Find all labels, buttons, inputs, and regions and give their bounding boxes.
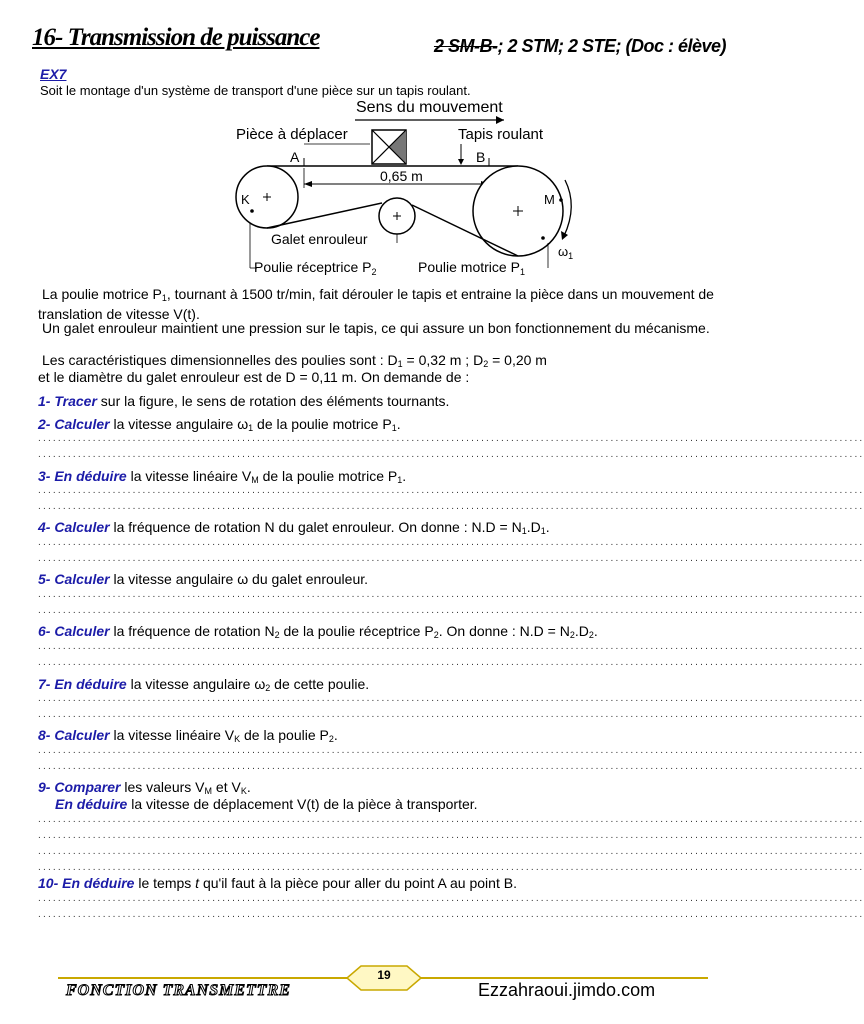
exercise-label: EX7 bbox=[40, 66, 67, 82]
answer-line[interactable]: ...................................................................................................................................................................... bbox=[38, 862, 864, 873]
paragraph-idler-diameter: et le diamètre du galet enrouleur est de D = 0,11 m. On demande de : bbox=[38, 369, 470, 385]
answer-line[interactable]: ...................................................................................................................................................................... bbox=[38, 485, 864, 496]
answer-line[interactable]: ...................................................................................................................................................................... bbox=[38, 761, 864, 772]
footer-site: Ezzahraoui.jimdo.com bbox=[478, 980, 656, 1000]
rotation-arrow bbox=[564, 180, 571, 236]
answer-line[interactable]: ...................................................................................................................................................................... bbox=[38, 846, 864, 857]
class-level-rest: ; 2 STM; 2 STE; (Doc : élève) bbox=[497, 36, 726, 56]
answer-line[interactable]: ...................................................................................................................................................................... bbox=[38, 830, 864, 841]
question-2: 2- Calculer la vitesse angulaire $\omega_1$ de la poulie motrice $P_1$. bbox=[38, 416, 401, 433]
answer-line[interactable]: ...................................................................................................................................................................... bbox=[38, 893, 864, 904]
question-4: 4- Calculer la fréquence de rotation N du galet enrouleur. On donne : $N.D = N_1.D_1$. bbox=[38, 519, 550, 536]
pulley-p1 bbox=[473, 166, 563, 256]
answer-line[interactable]: ...................................................................................................................................................................... bbox=[38, 605, 864, 616]
exercise-intro: Soit le montage d'un système de transport d'une pièce sur un tapis roulant. bbox=[40, 83, 471, 98]
question-3: 3- En déduire la vitesse linéaire $V_M$ de la poulie motrice $P_1$. bbox=[38, 468, 407, 485]
question-7: 7- En déduire la vitesse angulaire $\omega_2$ de cette poulie. bbox=[38, 676, 370, 693]
answer-line[interactable]: ...................................................................................................................................................................... bbox=[38, 657, 864, 668]
answer-line[interactable]: ...................................................................................................................................................................... bbox=[38, 814, 864, 825]
answer-line[interactable]: ...................................................................................................................................................................... bbox=[38, 641, 864, 652]
piece-box bbox=[372, 130, 406, 164]
point-k: K bbox=[241, 192, 250, 207]
direction-label: Sens du mouvement bbox=[356, 99, 503, 116]
belt-label: Tapis roulant bbox=[458, 126, 544, 143]
direction-arrow-head bbox=[496, 116, 504, 124]
question-9: 9- Comparer les valeurs $V_M$ et $V_K$. bbox=[38, 779, 251, 796]
answer-line[interactable]: ...................................................................................................................................................................... bbox=[38, 433, 864, 444]
question-9-deduce: En déduire la vitesse de déplacement V(t) de la pièce à transporter. bbox=[55, 796, 478, 812]
answer-line[interactable]: ...................................................................................................................................................................... bbox=[38, 909, 864, 920]
piece-label: Pièce à déplacer bbox=[236, 126, 348, 143]
idler-pulley bbox=[379, 198, 415, 234]
driver-pulley-label: Poulie motrice $P_1$ bbox=[418, 259, 525, 277]
point-a: A bbox=[290, 149, 300, 165]
point-m: M bbox=[544, 192, 555, 207]
document-title: 16- Transmission de puissance bbox=[32, 24, 320, 51]
driven-pulley-label: Poulie réceptrice $P_2$ bbox=[254, 259, 377, 277]
answer-line[interactable]: ...................................................................................................................................................................... bbox=[38, 501, 864, 512]
idler-label: Galet enrouleur bbox=[271, 231, 368, 247]
paragraph-intro: La poulie motrice $P_1$, tournant à 1500 tr/min, fait dérouler le tapis et entraine la pièce dans un mouvement de translation de vitesse V(t). bbox=[38, 286, 714, 322]
question-8: 8- Calculer la vitesse linéaire $V_K$ de la poulie $P_2$. bbox=[38, 727, 338, 744]
answer-line[interactable]: ...................................................................................................................................................................... bbox=[38, 553, 864, 564]
page-number: 19 bbox=[377, 968, 391, 982]
distance-label: 0,65 m bbox=[380, 168, 423, 184]
answer-line[interactable]: ...................................................................................................................................................................... bbox=[38, 709, 864, 720]
question-5: 5- Calculer la vitesse angulaire ω du galet enrouleur. bbox=[38, 571, 369, 587]
question-10: 10- En déduire le temps t qu'il faut à la pièce pour aller du point A au point B. bbox=[38, 875, 517, 891]
answer-line[interactable]: ...................................................................................................................................................................... bbox=[38, 589, 864, 600]
paragraph-idler: Un galet enrouleur maintient une pression sur le tapis, ce qui assure un bon fonctionnement du mécanisme. bbox=[42, 320, 710, 336]
class-level-struck: 2 SM-B- bbox=[433, 36, 498, 56]
point-b: B bbox=[476, 149, 486, 165]
question-1: 1- Tracer sur la figure, le sens de rotation des éléments tournants. bbox=[38, 393, 450, 409]
question-6: 6- Calculer la fréquence de rotation $N_2$ de la poulie réceptrice $P_2$. On donne : $N.D = N_2.D_2$. bbox=[38, 623, 598, 640]
answer-line[interactable]: ...................................................................................................................................................................... bbox=[38, 537, 864, 548]
answer-line[interactable]: ...................................................................................................................................................................... bbox=[38, 449, 864, 460]
paragraph-dimensions: Les caractéristiques dimensionnelles des poulies sont : $D_1 = 0,32$ m ; $D_2 = 0,20$ m bbox=[42, 352, 547, 369]
belt-conveyor-diagram bbox=[222, 96, 582, 280]
omega-label: $\omega_1$ bbox=[558, 244, 574, 261]
footer-section: FONCTION TRANSMETTRE bbox=[66, 982, 291, 999]
answer-line[interactable]: ...................................................................................................................................................................... bbox=[38, 693, 864, 704]
class-levels bbox=[434, 36, 726, 57]
answer-line[interactable]: ...................................................................................................................................................................... bbox=[38, 745, 864, 756]
